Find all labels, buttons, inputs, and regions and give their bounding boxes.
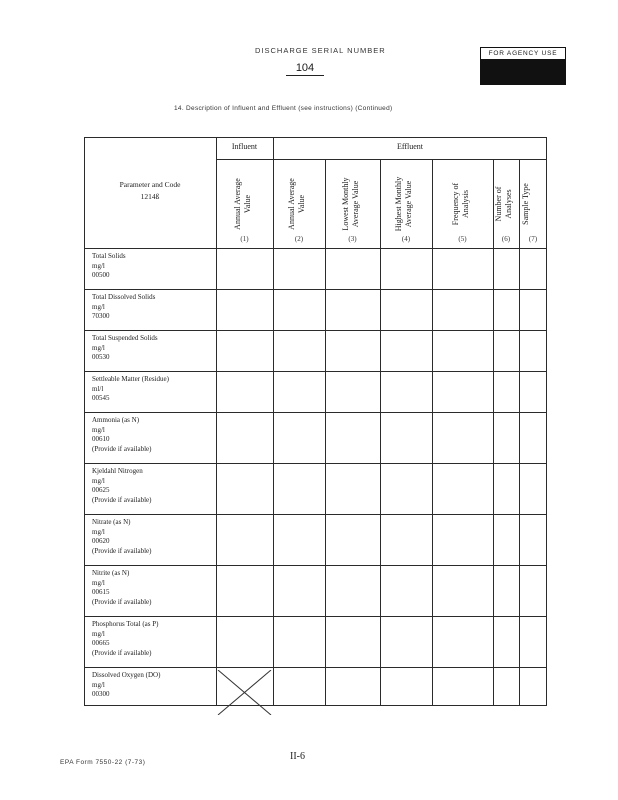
parameter-value-cell[interactable] [520,249,547,289]
column-number: (1) [240,235,249,243]
section-title: 14. Description of Influent and Effluent (see instructions) (Continued) [174,105,393,112]
parameter-value-cell[interactable] [217,617,273,667]
parameter-value-cell[interactable] [381,331,432,371]
parameter-value-cell[interactable] [494,372,519,412]
parameter-value-cell[interactable] [494,413,519,463]
parameter-value-cell[interactable] [326,515,380,565]
parameter-row-label: Ammonia (as N) mg/l 00610 (Provide if available) [92,416,152,453]
parameter-value-cell[interactable] [217,464,273,514]
parameter-value-cell[interactable] [381,249,432,289]
parameter-value-cell[interactable] [217,372,273,412]
parameter-row-label: Settleable Matter (Residue) ml/l 00545 [92,375,169,402]
discharge-serial-label: DISCHARGE SERIAL NUMBER [255,46,386,55]
parameter-value-cell[interactable] [520,372,547,412]
agency-use-label: FOR AGENCY USE [481,48,565,60]
parameter-value-cell[interactable] [326,464,380,514]
agency-use-blackout [481,60,565,84]
influent-effluent-table [84,137,547,706]
column-header-label: Frequency of Analysis [450,182,470,226]
parameter-value-cell[interactable] [520,566,547,616]
parameter-value-cell[interactable] [217,249,273,289]
parameter-row-label: Total Dissolved Solids mg/l 70300 [92,293,156,320]
discharge-serial-number: 104 [286,62,324,76]
parameter-value-cell[interactable] [494,290,519,330]
parameter-value-cell[interactable] [433,249,493,289]
parameter-value-cell[interactable] [326,668,380,718]
parameter-value-cell[interactable] [494,249,519,289]
column-header-label: Highest Monthly Average Value [394,176,413,232]
parameter-value-cell[interactable] [326,372,380,412]
parameter-value-cell[interactable] [381,668,432,718]
table-border-left [84,137,85,706]
parameter-value-cell[interactable] [494,566,519,616]
parameter-value-cell[interactable] [274,464,325,514]
parameter-value-cell[interactable] [433,413,493,463]
parameter-value-cell[interactable] [520,290,547,330]
parameter-value-cell[interactable] [274,331,325,371]
parameter-value-cell[interactable] [274,617,325,667]
effluent-label: Effluent [396,142,424,151]
parameter-value-cell[interactable] [217,566,273,616]
parameter-row-label: Total Solids mg/l 00500 [92,252,126,279]
page-number: II-6 [290,751,305,762]
parameter-value-cell[interactable] [274,249,325,289]
parameter-value-cell[interactable] [520,331,547,371]
parameter-value-cell[interactable] [433,290,493,330]
parameter-row-label: Kjeldahl Nitrogen mg/l 00625 (Provide if available) [92,467,152,504]
parameter-value-cell[interactable] [433,331,493,371]
parameter-value-cell[interactable] [433,617,493,667]
parameter-value-cell[interactable] [274,413,325,463]
parameter-value-cell[interactable] [217,515,273,565]
parameter-value-cell[interactable] [326,566,380,616]
parameter-value-cell[interactable] [494,464,519,514]
parameter-value-cell[interactable] [326,331,380,371]
column-header-label: Lowest Monthly Average Value [340,177,360,231]
column-number: (4) [401,235,411,243]
column-header-label: Annual Average Value [287,178,306,230]
parameter-value-cell[interactable] [217,331,273,371]
parameter-value-cell[interactable] [433,668,493,718]
parameter-value-cell[interactable] [217,290,273,330]
parameter-value-cell[interactable] [381,566,432,616]
parameter-value-cell[interactable] [381,413,432,463]
column-number: (2) [294,235,304,243]
column-number: (5) [458,235,467,243]
parameter-row-label: Nitrate (as N) mg/l 00620 (Provide if available) [92,518,152,555]
parameter-code: 1214ß [140,192,160,201]
parameter-value-cell[interactable] [381,290,432,330]
parameter-value-cell[interactable] [494,668,519,718]
column-header-label: Annual Average Value [232,178,252,230]
parameter-value-cell[interactable] [326,249,380,289]
parameter-value-cell[interactable] [520,515,547,565]
column-header-label: Sample Type [521,183,530,225]
group-header-divider [216,159,547,160]
parameter-value-cell[interactable] [274,372,325,412]
parameter-value-cell[interactable] [520,668,547,718]
parameter-value-cell[interactable] [520,413,547,463]
form-id: EPA Form 7550-22 (7-73) [60,759,146,766]
parameter-row-label: Phosphorus Total (as P) mg/l 00665 (Provide if available) [92,620,159,657]
parameter-row-label: Total Suspended Solids mg/l 00530 [92,334,158,361]
parameter-value-cell[interactable] [274,515,325,565]
parameter-row-label: Nitrite (as N) mg/l 00615 (Provide if available) [92,569,152,606]
column-number: (7) [528,235,538,243]
parameter-value-cell[interactable] [520,617,547,667]
parameter-value-cell[interactable] [217,413,273,463]
parameter-value-cell[interactable] [326,413,380,463]
agency-use-box [480,47,566,85]
parameter-header: Parameter and Code [119,180,181,189]
parameter-row-label: Dissolved Oxygen (DO) mg/l 00300 [92,671,161,698]
parameter-value-cell[interactable] [520,464,547,514]
table-border-top [84,137,547,138]
parameter-value-cell[interactable] [494,617,519,667]
parameter-value-cell[interactable] [381,515,432,565]
parameter-value-cell[interactable] [274,668,325,718]
parameter-value-cell[interactable] [433,515,493,565]
parameter-value-cell[interactable] [433,464,493,514]
column-number: (6) [501,235,511,243]
parameter-value-cell[interactable] [433,372,493,412]
column-header-label: Number of Analyses [494,186,513,222]
influent-not-applicable-mark [216,670,273,715]
parameter-value-cell[interactable] [381,464,432,514]
parameter-value-cell[interactable] [433,566,493,616]
column-number: (3) [348,235,357,243]
parameter-value-cell[interactable] [326,290,380,330]
parameter-value-cell[interactable] [381,617,432,667]
parameter-value-cell[interactable] [274,566,325,616]
parameter-value-cell[interactable] [326,617,380,667]
parameter-value-cell[interactable] [274,290,325,330]
parameter-value-cell[interactable] [494,515,519,565]
parameter-value-cell[interactable] [494,331,519,371]
parameter-value-cell[interactable] [381,372,432,412]
influent-label: Influent [231,142,258,151]
